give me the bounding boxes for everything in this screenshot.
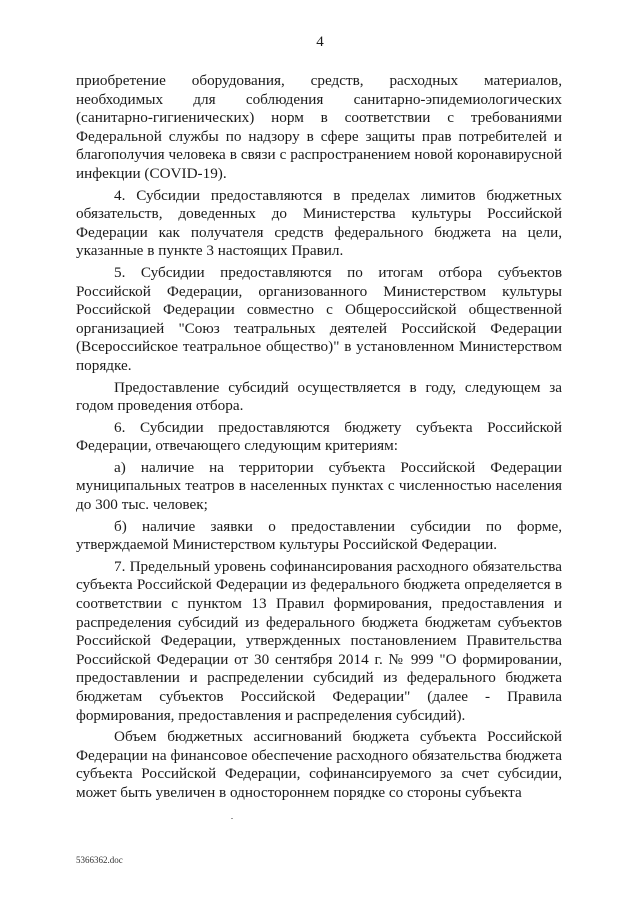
paragraph-item-6b: б) наличие заявки о предоставлении субсидии по форме, утверждаемой Министерством культуры Российской Федерации. [76,517,562,554]
paragraph-item-7: 7. Предельный уровень софинансирования расходного обязательства субъекта Российской Федерации из федерального бюджета определяется в соответствии с пунктом 13 Правил формирования, предоставления и распределения субсидий из федерального бюджета бюджетам субъектов Российской Федерации, утвержденных постановлением Правительства Российской Федерации от 30 сентября 2014 г. № 999 "О формировании, предоставлении и распределении субсидий из федерального бюджета бюджетам субъектов Российской Федерации" (далее - Правила формирования, предоставления и распределения субсидий). [76,557,562,724]
paragraph-item-4: 4. Субсидии предоставляются в пределах лимитов бюджетных обязательств, доведенных до Министерства культуры Российской Федерации как получателя средств федерального бюджета на цели, указанные в пункте 3 настоящих Правил. [76,186,562,260]
scan-speck [231,818,233,819]
paragraph-item-6a: а) наличие на территории субъекта Российской Федерации муниципальных театров в населенных пунктах с численностью населения до 300 тыс. человек; [76,458,562,514]
paragraph-continuation: приобретение оборудования, средств, расходных материалов, необходимых для соблюдения санитарно-эпидемиологических (санитарно-гигиенических) норм в соответствии с требованиями Федеральной службы по надзору в сфере защиты прав потребителей и благополучия человека в связи с распространением новой коронавирусной инфекции (COVID-19). [76,72,562,182]
document-body [76,72,562,806]
paragraph-item-7-volume: Объем бюджетных ассигнований бюджета субъекта Российской Федерации на финансовое обеспечение расходного обязательства бюджета субъекта Российской Федерации, софинансируемого за счет субсидии, может быть увеличен в одностороннем порядке со стороны субъекта [76,728,562,801]
paragraph-item-5: 5. Субсидии предоставляются по итогам отбора субъектов Российской Федерации, организованного Министерством культуры Российской Федерации совместно с Общероссийской общественной организацией "Союз театральных деятелей Российской Федерации (Всероссийское театральное общество)" в установленном Министерством порядке. [76,263,562,374]
footer-filename: 5366362.doc [76,855,123,865]
page-number: 4 [316,34,324,50]
paragraph-item-5-note: Предоставление субсидий осуществляется в году, следующем за годом проведения отбора. [76,378,562,415]
paragraph-item-6: 6. Субсидии предоставляются бюджету субъекта Российской Федерации, отвечающего следующим критериям: [76,418,562,455]
